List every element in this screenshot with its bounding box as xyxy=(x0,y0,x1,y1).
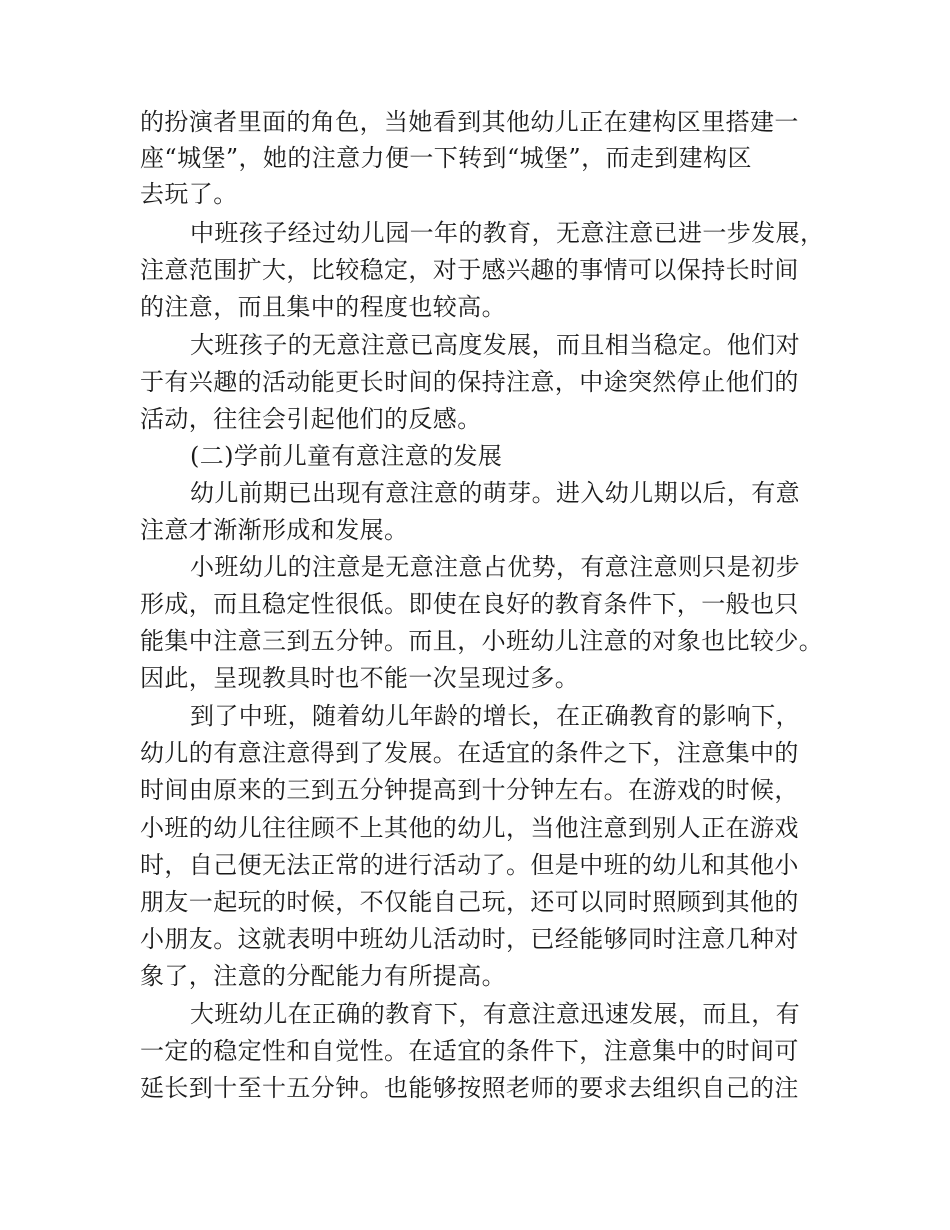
text-line: 因此，呈现教具时也不能一次呈现过多。 xyxy=(140,664,580,692)
text-line: 象了，注意的分配能力有所提高。 xyxy=(140,962,506,990)
text-line: 能集中注意三到五分钟。而且，小班幼儿注意的对象也比较少。 xyxy=(140,627,824,655)
text-line: 的扮演者里面的角色，当她看到其他幼儿正在建构区里搭建一 xyxy=(140,108,799,136)
text-line: 小班的幼儿往往顾不上其他的幼儿，当他注意到别人正在游戏 xyxy=(140,814,799,842)
text-line: 小朋友。这就表明中班幼儿活动时，已经能够同时注意几种对 xyxy=(140,925,799,953)
text-line: 的注意，而且集中的程度也较高。 xyxy=(140,293,506,321)
text-line: 注意才渐渐形成和发展。 xyxy=(140,516,409,544)
text-line: 活动，往往会引起他们的反感。 xyxy=(140,405,482,433)
paragraph-first-line: 幼儿前期已出现有意注意的萌芽。进入幼儿期以后，有意 xyxy=(190,479,800,507)
text-line: 座“城堡”，她的注意力便一下转到“城堡”，而走到建构区 xyxy=(140,144,752,172)
text-line: 时间由原来的三到五分钟提高到十分钟左右。在游戏的时候， xyxy=(140,776,799,804)
paragraph-first-line: 大班幼儿在正确的教育下，有意注意迅速发展，而且，有 xyxy=(190,1000,800,1028)
text-line: 一定的稳定性和自觉性。在适宜的条件下，注意集中的时间可 xyxy=(140,1037,799,1065)
text-line: 注意范围扩大，比较稳定，对于感兴趣的事情可以保持长时间 xyxy=(140,256,799,284)
paragraph-first-line: 中班孩子经过幼儿园一年的教育，无意注意已进一步发展， xyxy=(190,219,825,247)
text-line: 幼儿的有意注意得到了发展。在适宜的条件之下，注意集中的 xyxy=(140,739,799,767)
paragraph-first-line: 大班孩子的无意注意已高度发展，而且相当稳定。他们对 xyxy=(190,331,800,359)
text-line: 于有兴趣的活动能更长时间的保持注意，中途突然停止他们的 xyxy=(140,368,799,396)
section-heading: (二)学前儿童有意注意的发展 xyxy=(190,442,503,470)
text-line: 朋友一起玩的时候，不仅能自己玩，还可以同时照顾到其他的 xyxy=(140,888,799,916)
paragraph-first-line: 到了中班，随着幼儿年龄的增长，在正确教育的影响下， xyxy=(190,702,800,730)
text-line: 时，自己便无法正常的进行活动了。但是中班的幼儿和其他小 xyxy=(140,851,799,879)
text-line: 形成，而且稳定性很低。即使在良好的教育条件下，一般也只 xyxy=(140,590,799,618)
paragraph-first-line: 小班幼儿的注意是无意注意占优势，有意注意则只是初步 xyxy=(190,553,800,581)
text-line: 延长到十至十五分钟。也能够按照老师的要求去组织自己的注 xyxy=(140,1074,799,1102)
text-line: 去玩了。 xyxy=(140,180,238,208)
